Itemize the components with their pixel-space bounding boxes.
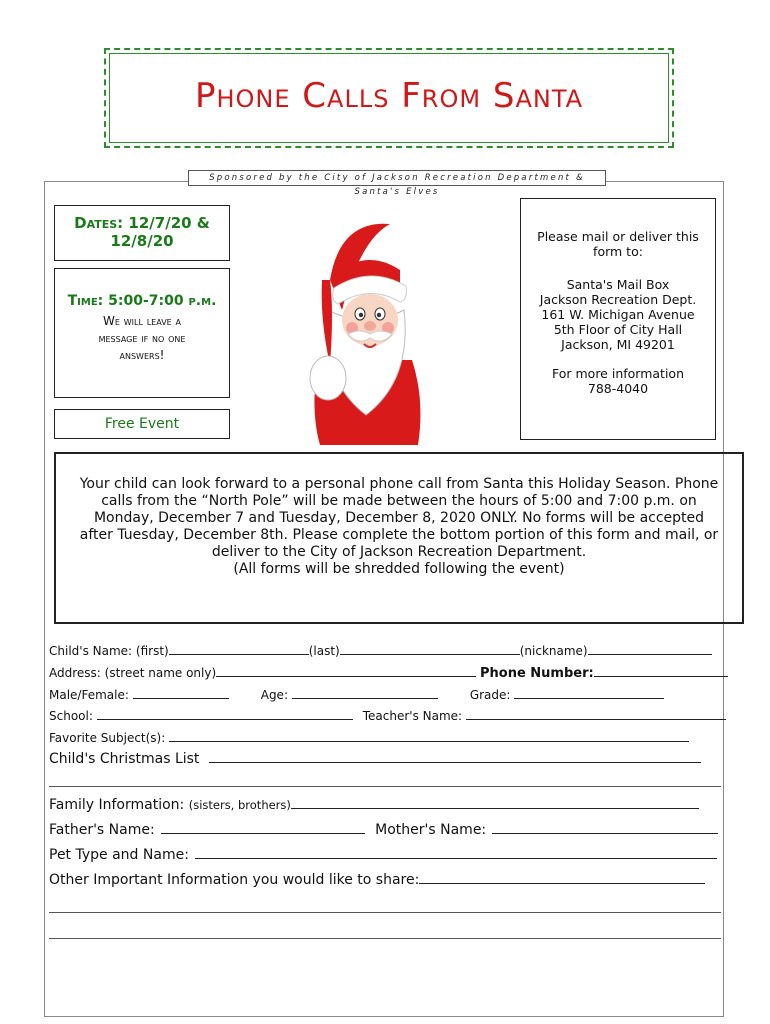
family-label: Family Information: [49, 797, 185, 813]
school-row [49, 709, 726, 723]
mailing-info-box [520, 198, 716, 440]
phone-input[interactable] [594, 676, 728, 677]
other-row [49, 872, 705, 888]
child-last-input[interactable] [340, 654, 520, 655]
subjects-input[interactable] [169, 741, 689, 742]
child-first-input[interactable] [169, 654, 309, 655]
christmas-list-row [49, 751, 701, 767]
gender-row [49, 688, 664, 702]
pet-label: Pet Type and Name: [49, 847, 189, 863]
intro-line: Your child can look forward to a personal phone call from Santa this Holiday Season. Phone [79, 476, 719, 492]
mail-address-4: 5th Floor of City Hall [553, 322, 683, 337]
father-input[interactable] [161, 833, 365, 834]
teacher-input[interactable] [466, 719, 726, 720]
child-first-label: Child's Name: (first) [49, 644, 169, 658]
time-msg-2: message if no one [98, 331, 186, 345]
address-label: Address: (street name only) [49, 666, 217, 680]
mother-label: Mother's Name: [375, 822, 487, 838]
mail-address-5: Jackson, MI 49201 [561, 337, 675, 352]
mail-address-1: Santa's Mail Box [566, 277, 670, 292]
other-label: Other Important Information you would like to share: [49, 872, 420, 888]
mail-info-1: For more information [551, 366, 684, 381]
phone-label: Phone Number: [479, 666, 594, 681]
subjects-row [49, 731, 689, 745]
time-box [54, 268, 230, 398]
mail-phone: 788-4040 [587, 381, 649, 396]
page-title: Phone Calls From Santa [194, 76, 584, 116]
dates-box [54, 205, 230, 261]
free-event-box: Free Event [54, 409, 230, 439]
dates-line1: 12/7/20 & [128, 214, 210, 232]
mail-intro-2: form to: [593, 244, 643, 259]
child-nickname-label: (nickname) [519, 644, 588, 658]
grade-label: Grade: [469, 688, 511, 702]
gender-input[interactable] [133, 698, 229, 699]
christmas-list-label: Child's Christmas List [49, 751, 200, 767]
address-input[interactable] [216, 676, 476, 677]
other-line-2[interactable] [49, 938, 721, 939]
time-msg-1: We will leave a [102, 314, 182, 328]
pet-input[interactable] [195, 858, 717, 859]
mail-address-3: 161 W. Michigan Avenue [541, 307, 695, 322]
intro-line: (All forms will be shredded following the event) [233, 561, 565, 577]
time-message [55, 313, 229, 364]
school-input[interactable] [97, 719, 353, 720]
gender-label: Male/Female: [49, 688, 129, 702]
age-input[interactable] [292, 698, 438, 699]
sponsor-line: Sponsored by the City of Jackson Recreation Department & Santa's Elves [188, 170, 606, 186]
family-input[interactable] [291, 808, 699, 809]
other-line-1[interactable] [49, 912, 721, 913]
christmas-list-input[interactable] [209, 762, 701, 763]
family-row [49, 797, 699, 813]
father-label: Father's Name: [49, 822, 155, 838]
address-row [49, 666, 728, 681]
time-label: Time: 5:00-7:00 p.m. [67, 293, 217, 309]
santa-illustration [300, 210, 432, 450]
mail-intro-1: Please mail or deliver this [537, 229, 699, 244]
child-name-row [49, 644, 712, 658]
teacher-label: Teacher's Name: [362, 709, 463, 723]
intro-line: Monday, December 7 and Tuesday, December 8, 2020 ONLY. No forms will be accepted [93, 510, 705, 526]
other-input[interactable] [419, 883, 705, 884]
time-msg-3: answers! [119, 348, 165, 362]
mail-address-2: Jackson Recreation Dept. [539, 292, 697, 307]
subjects-label: Favorite Subject(s): [49, 731, 166, 745]
school-label: School: [49, 709, 93, 723]
parents-row [49, 822, 718, 838]
child-nickname-input[interactable] [588, 654, 712, 655]
christmas-list-line[interactable] [49, 786, 721, 787]
title-box [104, 48, 674, 148]
dates-label: Dates: [74, 214, 124, 232]
intro-line: calls from the “North Pole” will be made between the hours of 5:00 and 7:00 p.m. on [101, 493, 697, 509]
child-last-label: (last) [308, 644, 340, 658]
family-note: (sisters, brothers) [188, 798, 291, 812]
mother-input[interactable] [492, 833, 718, 834]
intro-line: deliver to the City of Jackson Recreation Department. [211, 544, 587, 560]
age-label: Age: [260, 688, 288, 702]
intro-box [54, 452, 744, 624]
intro-line: after Tuesday, December 8th. Please complete the bottom portion of this form and mail, or [79, 527, 719, 543]
grade-input[interactable] [514, 698, 664, 699]
pet-row [49, 847, 717, 863]
dates-line2: 12/8/20 [110, 232, 174, 250]
